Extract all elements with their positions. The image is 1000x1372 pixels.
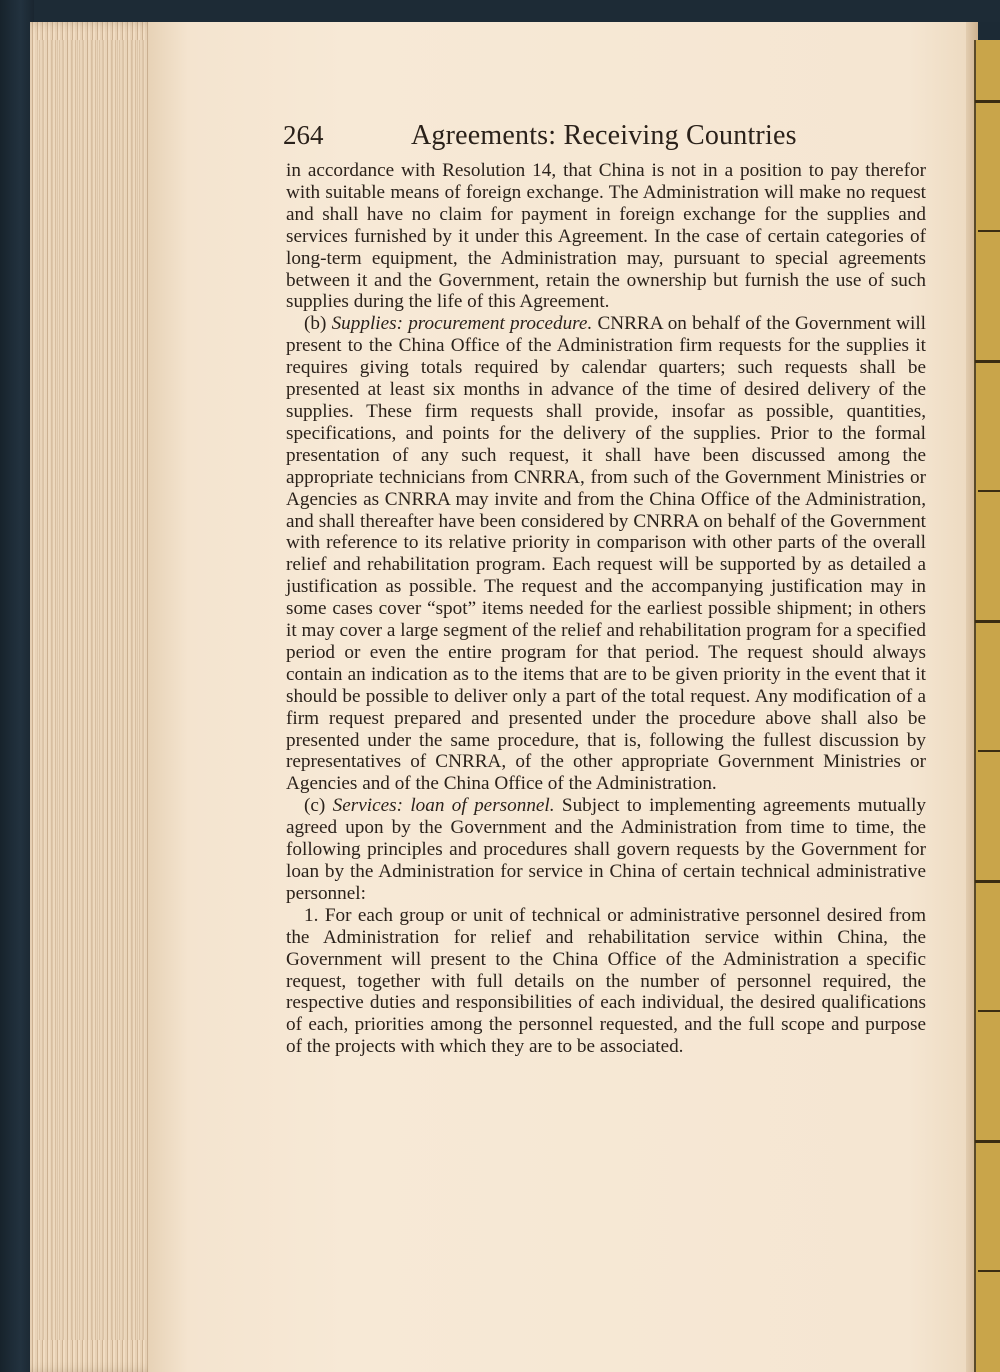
paragraph-heading: Supplies: procurement procedure. bbox=[331, 313, 593, 335]
running-title: Agreements: Receiving Countries bbox=[411, 120, 797, 151]
scale-tick bbox=[978, 1010, 1000, 1012]
page-number: 264 bbox=[283, 120, 324, 150]
paragraph-text: in accordance with Resolution 14, that China is not in a position to pay therefor with suitable means of foreign exchange. The Administration will make no request and shall have no claim for payment in foreign exchange for the supplies and services furnished by it under this Agreement. In the case of certain categories of long-term equipment, the Administration may, pursuant to special agreements between it and the Government, retain the ownership but furnish the use of such supplies during the life of this Agreement. bbox=[286, 160, 926, 313]
measurement-scale bbox=[974, 40, 1000, 1372]
scale-tick bbox=[975, 1140, 1000, 1143]
page-body bbox=[286, 160, 926, 1058]
paragraph-1-personnel-request bbox=[286, 905, 926, 1058]
scale-tick bbox=[975, 880, 1000, 883]
scale-tick bbox=[978, 490, 1000, 492]
paragraph-text: For each group or unit of technical or administrative personnel desired from the Administration for relief and rehabilitation service within China, the Government will present to the China Office of the Administration a specific request, together with full details on the number of personnel required, the respective duties and responsibilities of each individual, the desired qualifications of each, priorities among the personnel requested, and the full scope and purpose of the projects with which they are to be associated. bbox=[286, 904, 926, 1058]
book-cover-top bbox=[0, 0, 1000, 22]
book-binding bbox=[0, 0, 34, 1372]
paragraph-heading: Services: loan of personnel. bbox=[332, 795, 555, 817]
paragraph-text: Subject to implementing agreements mutually agreed upon by the Government and the Administration from time to time, the following principles and procedures shall govern requests by the Government for loan by the Administration for service in China of certain technical administrative personnel: bbox=[286, 795, 926, 904]
stacked-page-edges-inner bbox=[36, 40, 158, 1340]
paragraph-text: CNRRA on behalf of the Government will present to the China Office of the Administration firm requests for the supplies it requires giving totals required by calendar quarters; such requests shall be presented at least six months in advance of the time of desired delivery of the supplies. These firm requests shall provide, insofar as possible, quantities, specifications, and points for the delivery of the supplies. Prior to the formal presentation of any such request, it shall have been discussed among the appropriate technicians from CNRRA, from such of the Government Ministries or Agencies as CNRRA may invite and from the China Office of the Administration, and shall thereafter have been considered by CNRRA on behalf of the Government with reference to its relative priority in comparison with other parts of the overall relief and rehabilitation program. Each request will be supported by as detailed a justification as possible. The request and the accompanying justification may in some cases cover “spot” items needed for the earliest possible shipment; in others it may cover a large segment of the relief and rehabilitation program for a specified period or even the entire program for that period. The request should always contain an indication as to the items that are to be given priority in the event that it should be possible to deliver only a part of the total request. Any modification of a firm request prepared and presented under the procedure above shall also be presented under the same procedure, that is, following the fullest discussion by representatives of CNRRA, of the other appropriate Government Ministries or Agencies and of the China Office of the Administration. bbox=[286, 313, 927, 795]
scale-tick bbox=[975, 100, 1000, 103]
paragraph-label: 1. bbox=[304, 904, 319, 926]
scale-tick bbox=[978, 230, 1000, 232]
scale-tick bbox=[978, 750, 1000, 752]
scale-tick bbox=[975, 620, 1000, 623]
paragraph-c-services bbox=[286, 795, 926, 905]
paragraph-b-supplies bbox=[286, 313, 926, 795]
paragraph-continuation bbox=[286, 160, 926, 313]
paragraph-label: (c) bbox=[304, 795, 326, 817]
scale-tick bbox=[978, 1270, 1000, 1272]
scale-tick bbox=[975, 360, 1000, 363]
paragraph-label: (b) bbox=[304, 313, 327, 335]
